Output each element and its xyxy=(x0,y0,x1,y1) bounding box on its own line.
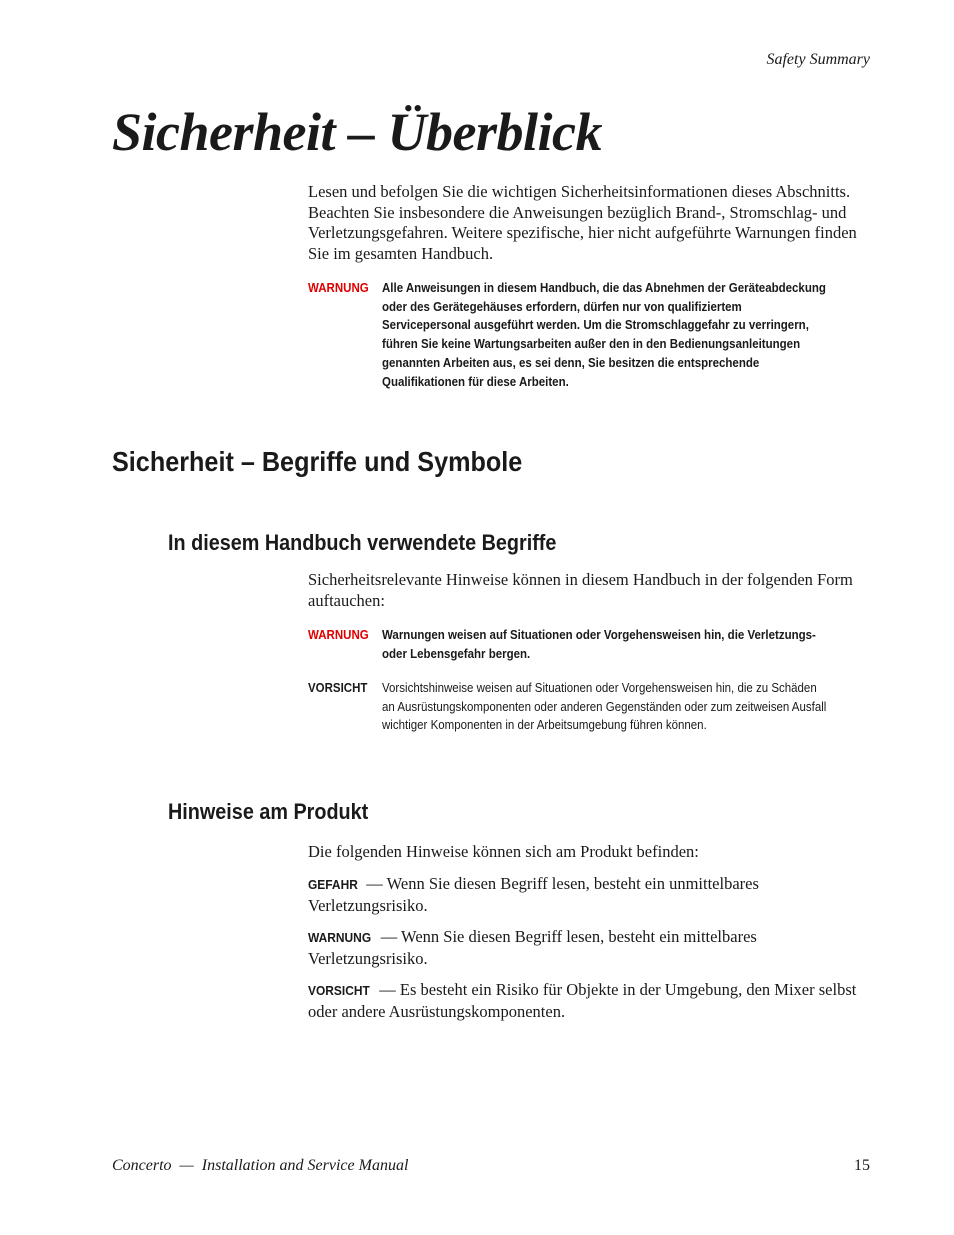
subsection-heading-product-notes: Hinweise am Produkt xyxy=(168,799,369,824)
manual-warning-note xyxy=(308,626,868,663)
term-caution: VORSICHT xyxy=(308,983,370,998)
subsection-heading-manual-terms: In diesem Handbuch verwendete Begriffe xyxy=(168,530,557,555)
product-note-danger xyxy=(308,874,868,916)
product-note-warning xyxy=(308,927,868,969)
page-title: Sicherheit – Überblick xyxy=(112,102,602,162)
running-header: Safety Summary xyxy=(766,51,870,68)
term-caution-text: — Es besteht ein Risiko für Objekte in der Umgebung, den Mixer selbst oder andere Ausrüstungskomponenten. xyxy=(308,980,857,1021)
term-warning-text: — Wenn Sie diesen Begriff lesen, besteht ein mittelbares Verletzungsrisiko. xyxy=(308,927,757,968)
section-heading-terms-symbols: Sicherheit – Begriffe und Symbole xyxy=(112,446,523,477)
manual-caution-text: Vorsichtshinweise weisen auf Situationen oder Vorgehensweisen hin, die zu Schäden an Ausrüstungskomponenten oder anderen Gegenständen oder zum zeitweisen Ausfall wichtiger Komponenten in der Arbeitsumgebung führen können. xyxy=(382,681,827,733)
manual-terms-intro: Sicherheitsrelevante Hinweise können in diesem Handbuch in der folgenden Form auftauchen: xyxy=(308,570,853,610)
product-note-caution xyxy=(308,980,868,1022)
term-danger-text: — Wenn Sie diesen Begriff lesen, besteht ein unmittelbares Verletzungsrisiko. xyxy=(308,874,759,915)
manual-caution-tag: VORSICHT xyxy=(308,681,368,695)
warning-tag: WARNUNG xyxy=(308,281,369,295)
term-danger: GEFAHR xyxy=(308,877,358,892)
footer-manual-title: Concerto — Installation and Service Manual xyxy=(112,1157,409,1174)
manual-warning-text: Warnungen weisen auf Situationen oder Vorgehensweisen hin, die Verletzungs- oder Lebensgefahr bergen. xyxy=(382,628,816,661)
manual-warning-tag: WARNUNG xyxy=(308,628,369,642)
term-warning: WARNUNG xyxy=(308,930,372,945)
page-number: 15 xyxy=(854,1157,870,1174)
product-notes-intro: Die folgenden Hinweise können sich am Produkt befinden: xyxy=(308,842,699,861)
warning-note xyxy=(308,279,868,391)
manual-caution-note xyxy=(308,679,868,735)
warning-text: Alle Anweisungen in diesem Handbuch, die das Abnehmen der Geräteabdeckung oder des Gerätegehäuses erfordern, dürfen nur von qualifiziertem Servicepersonal ausgeführt werden. Um die Stromschlaggefahr zu verringern, führen Sie keine Wartungsarbeiten außer den in den Bedienungsanleitungen genannten Arbeiten aus, es sei denn, Sie besitzen die entsprechende Qualifikationen für diese Arbeiten. xyxy=(382,281,826,389)
intro-paragraph: Lesen und befolgen Sie die wichtigen Sicherheitsinformationen dieses Abschnitts. Beachten Sie insbesondere die Anweisungen bezüglich Brand-, Stromschlag- und Verletzungsgefahren. Weitere spezifische, hier nicht aufgeführte Warnungen finden Sie im gesamten Handbuch. xyxy=(308,182,857,263)
